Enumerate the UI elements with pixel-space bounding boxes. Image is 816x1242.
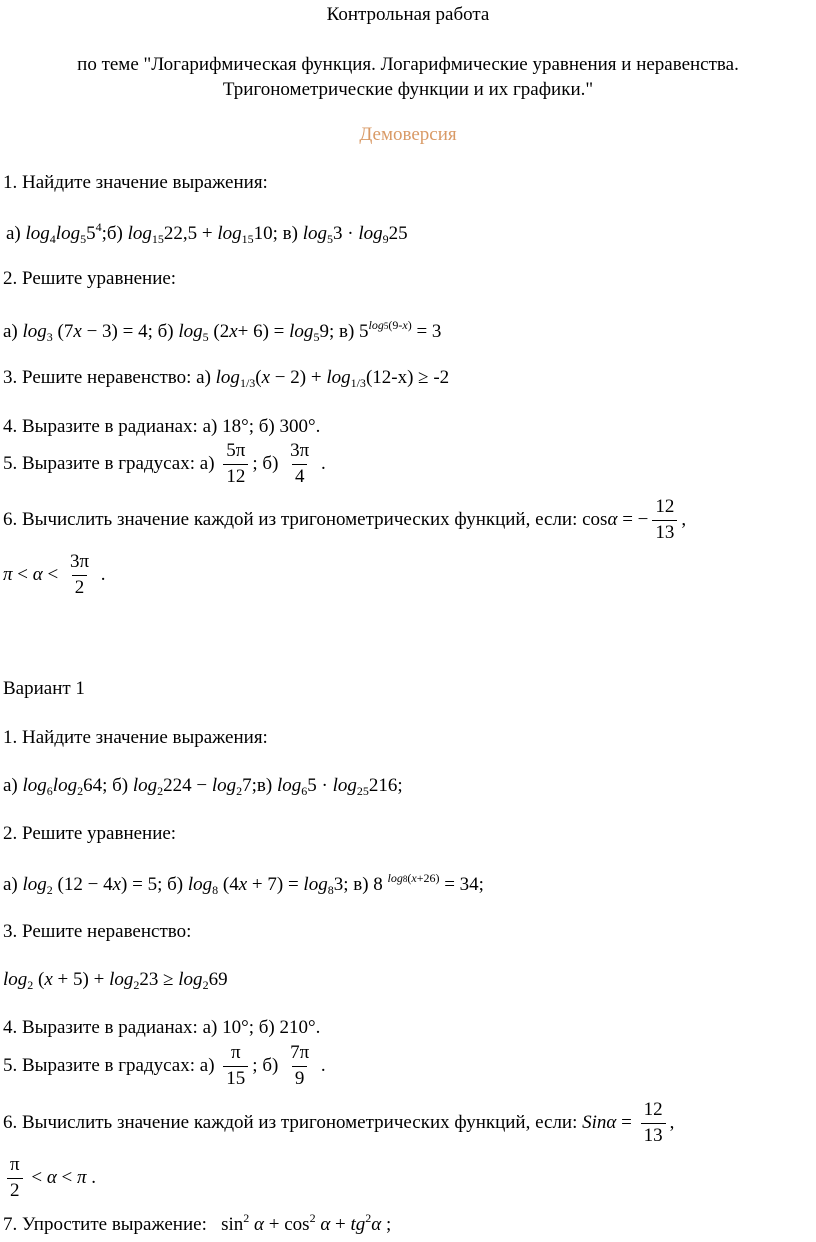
v1-q3-expr: $\log_2 (x + 5) + \log_223 \ge \log_269$ (3, 969, 228, 992)
variant1-title: Вариант 1 (3, 678, 85, 699)
demo-q5-text: 5. Выразите в градусах: а) (3, 452, 215, 474)
v1-q5-text: 5. Выразите в градусах: а) (3, 1054, 215, 1076)
demo-q2-text: 2. Решите уравнение: (3, 268, 177, 289)
demo-q5-fraction-b: $\frac{3\pi}{4}$ (290, 440, 310, 487)
v1-q2-expr: а) $\log_2 (12 - 4x) = 5$; б) $\log_8 (4x + 7) = \log_83$; в) 8 $^{log8(x+26)}$ = 34; (3, 871, 484, 897)
demo-q3: 3. Решите неравенство: а) $\log_{1/3}(x - 2) + \log_{1/3}(12-х) \ge -2$ (3, 367, 450, 390)
demo-q6-range-fraction: $\frac{3\pi}{2}$ (69, 551, 90, 598)
v1-q6: 6. Вычислить значение каждой из тригонометрических функций, если: Sinα = $\frac{12}{13}$ , (3, 1099, 675, 1146)
topic-line-1: по теме "Логарифмическая функция. Логарифмические уравнения и неравенства. (77, 54, 739, 75)
v1-q6-text: 6. Вычислить значение каждой из тригонометрических функций, если: (3, 1111, 578, 1133)
v1-q7-text: 7. Упростите выражение: (3, 1214, 207, 1235)
v1-q1-expr: а) $\log_6\log_264$; б) $\log_2224$ − $\log_27;в$) $\log_65 \cdot \log_{25}216$; (3, 775, 403, 798)
v1-q5-fraction-b: $\frac{7\pi}{9}$ (290, 1042, 310, 1089)
v1-q1-text: 1. Найдите значение выражения: (3, 727, 268, 748)
v1-q6-range: $\frac{\pi}{2}$ < α < π . (3, 1155, 96, 1202)
doc-title: Контрольная работа (326, 4, 490, 25)
v1-q4-text: 4. Выразите в радианах: а) 10°; б) 210°. (3, 1017, 321, 1038)
demo-label: Демоверсия (359, 124, 457, 145)
demo-q6-range: π < α < $\frac{3\pi}{2}$ . (3, 551, 106, 598)
v1-q6-range-fraction: $\frac{\pi}{2}$ (7, 1155, 23, 1202)
demo-q6-cos-fraction: $\frac{12}{13}$ (652, 497, 677, 544)
v1-q7: 7. Упростите выражение: $\sin^2 \alpha + \cos^2 \alpha + tg^2\alpha$ ; (3, 1211, 392, 1235)
topic-line-2: Тригонометрические функции и их графики." (222, 79, 594, 100)
v1-q2-text: 2. Решите уравнение: (3, 823, 177, 844)
demo-q6-text: 6. Вычислить значение каждой из тригонометрических функций, если: (3, 508, 578, 530)
demo-q4-text: 4. Выразите в радианах: а) 18°; б) 300°. (3, 416, 321, 437)
v1-q5: 5. Выразите в градусах: а) $\frac{\pi}{15}$ ; б) $\frac{7\pi}{9}$ . (3, 1042, 326, 1089)
demo-q1-expr: а) $\log_4\log_55^4;б$) $\log_{15}22,5 + \log_{15}10$; в) $\log_53 \cdot \log_925$ (6, 220, 408, 246)
demo-q6: 6. Вычислить значение каждой из тригонометрических функций, если: cosα = − $\frac{12}{13}$ , (3, 496, 687, 543)
demo-q3-text: 3. Решите неравенство: а) (3, 367, 211, 388)
demo-q2-expr: а) $\log_3 (7x - 3) = 4$; б) $\log_5 (2x+ 6) = \log_59$; в) $5^{log5(9-x)} = 3$ (3, 318, 442, 344)
v1-q6-sin-fraction: $\frac{12}{13}$ (641, 1100, 666, 1147)
v1-q5-fraction-a: $\frac{\pi}{15}$ (223, 1043, 248, 1090)
demo-q1-text: 1. Найдите значение выражения: (3, 172, 268, 193)
v1-q3-text: 3. Решите неравенство: (3, 921, 192, 942)
demo-q5: 5. Выразите в градусах: а) $\frac{5\pi}{12}$ ; б) $\frac{3\pi}{4}$ . (3, 440, 326, 487)
demo-q5-fraction-a: $\frac{5\pi}{12}$ (223, 441, 248, 488)
